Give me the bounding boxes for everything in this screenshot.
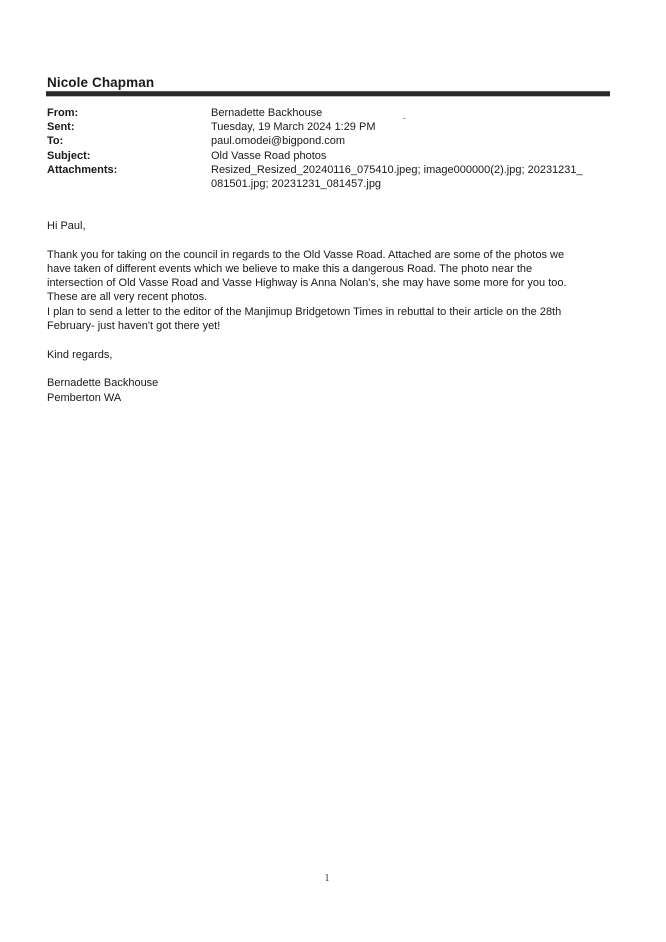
subject-row <box>47 149 607 163</box>
from-row <box>47 106 607 120</box>
from-value: Bernadette Backhouse <box>211 107 323 119</box>
subject-value: Old Vasse Road photos <box>211 149 327 162</box>
sent-value: Tuesday, 19 March 2024 1:29 PM <box>211 121 376 134</box>
signature-location: Pemberton WA <box>47 391 122 404</box>
email-header-fields <box>47 106 607 191</box>
from-label: From: <box>47 107 79 119</box>
sent-label: Sent: <box>47 121 75 134</box>
sent-row <box>47 120 607 134</box>
sign-off: Kind regards, <box>47 348 113 361</box>
mailbox-owner-name: Nicole Chapman <box>47 75 155 90</box>
email-body <box>47 219 587 405</box>
header-divider-shadow <box>46 96 610 97</box>
attachments-label: Attachments: <box>47 163 118 176</box>
page-number: 1 <box>324 873 330 884</box>
attachments-row <box>47 163 607 191</box>
scan-artifact-mark: - <box>403 113 406 123</box>
greeting: Hi Paul, <box>47 220 86 232</box>
to-label: To: <box>47 135 64 148</box>
body-paragraph: Thank you for taking on the council in regards to the Old Vasse Road. Attached are some of the photos we have taken of different events which we believe to make this a dangerous Road. The photo near the intersection of Old Vasse Road and Vasse Highway is Anna Nolan's, she may have some more for you too. <box>47 248 567 290</box>
attachments-value: Resized_Resized_20240116_075410.jpeg; image000000(2).jpg; 20231231_ 081501.jpg; 20231231_081457.jpg <box>211 163 583 191</box>
to-value: paul.omodei@bigpond.com <box>211 135 346 148</box>
to-row <box>47 134 607 148</box>
subject-label: Subject: <box>47 149 91 162</box>
signature-name: Bernadette Backhouse <box>47 377 159 390</box>
body-line-letter-plan: I plan to send a letter to the editor of the Manjimup Bridgetown Times in rebuttal to their article on the 28th February- just haven't got there yet! <box>47 305 562 333</box>
body-line-recent-photos: These are all very recent photos. <box>47 291 208 304</box>
